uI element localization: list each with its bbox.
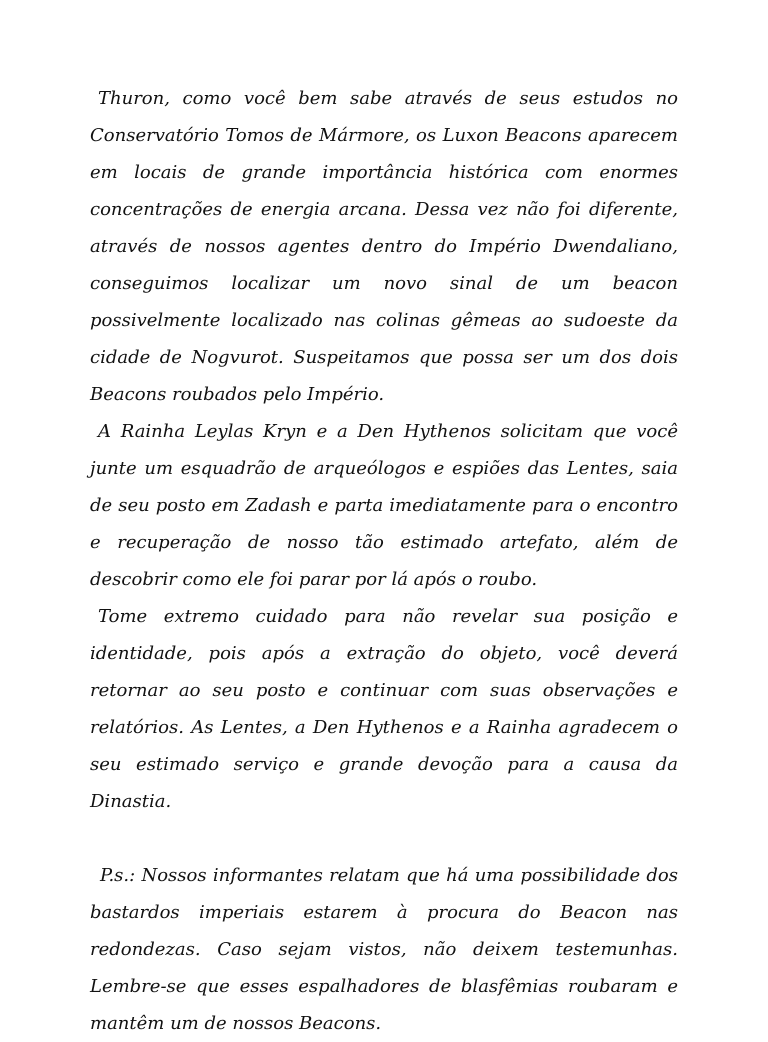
paragraph-orders: A Rainha Leylas Kryn e a Den Hythenos solicitam que você junte um esquadrão de arqueólogos e espiões das Lentes, saia de seu posto em Zadash e parta imediatamente para o encontro e recuperação de nosso tão estimado artefato, além de descobrir como ele foi parar por lá após o roubo. bbox=[90, 421, 678, 590]
letter-body bbox=[90, 80, 678, 1042]
postscript: P.s.: Nossos informantes relatam que há uma possibilidade dos bastardos imperiais estarem à procura do Beacon nas redondezas. Caso sejam vistos, não deixem testemunhas. Lembre-se que esses espalhadores de blasfêmias roubaram e mantêm um de nossos Beacons. bbox=[90, 865, 678, 1034]
paragraph-spacer bbox=[90, 820, 678, 857]
paragraph-intro: Thuron, como você bem sabe através de seus estudos no Conservatório Tomos de Mármore, os Luxon Beacons aparecem em locais de grande importância histórica com enormes concentrações de energia arcana. Dessa vez não foi diferente, através de nossos agentes dentro do Império Dwendaliano, conseguimos localizar um novo sinal de um beacon possivelmente localizado nas colinas gêmeas ao sudoeste da cidade de Nogvurot. Suspeitamos que possa ser um dos dois Beacons roubados pelo Império. bbox=[90, 88, 678, 405]
paragraph-caution: Tome extremo cuidado para não revelar sua posição e identidade, pois após a extração do objeto, você deverá retornar ao seu posto e continuar com suas observações e relatórios. As Lentes, a Den Hythenos e a Rainha agradecem o seu estimado serviço e grande devoção para a causa da Dinastia. bbox=[90, 606, 678, 812]
